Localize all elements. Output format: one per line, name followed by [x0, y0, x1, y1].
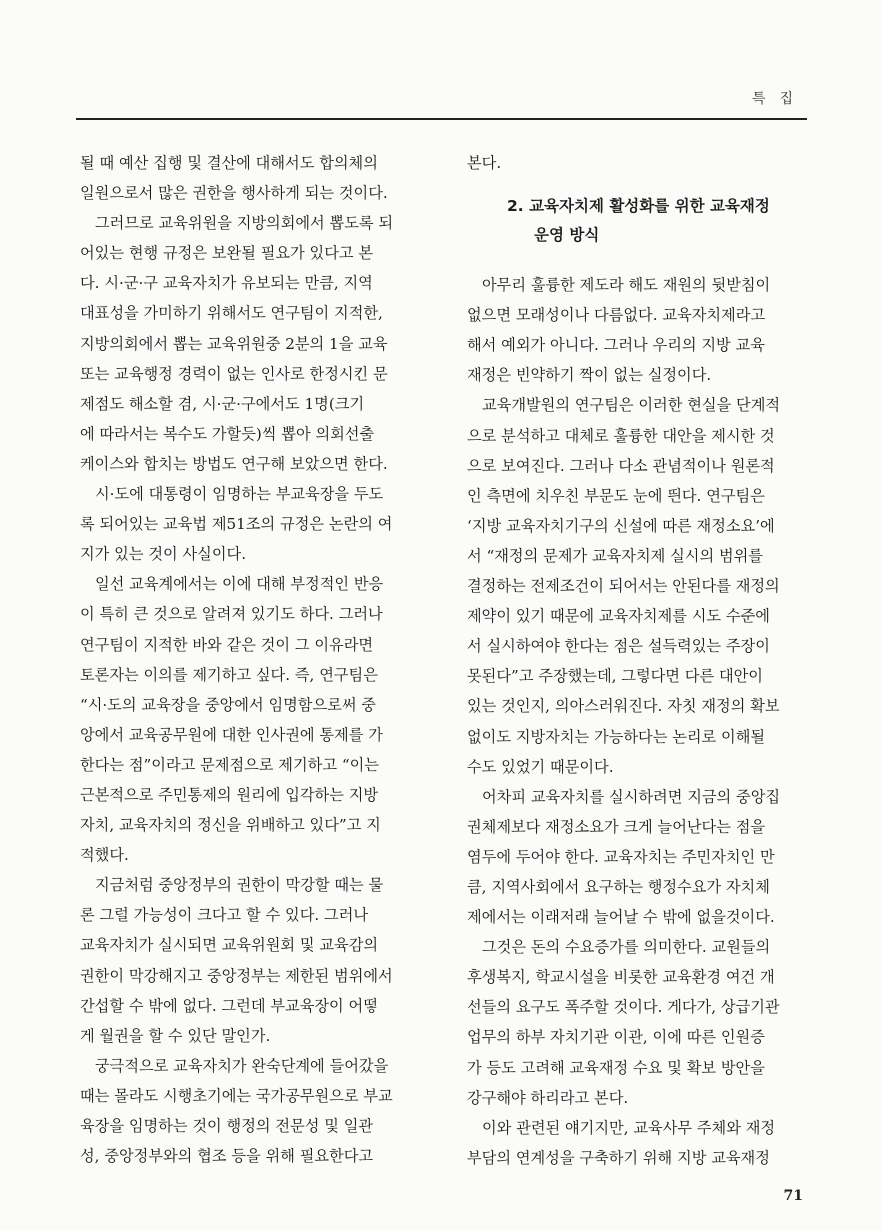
text-line: 근본적으로 주민통제의 원리에 입각하는 지방 — [80, 785, 379, 804]
text-line: 또는 교육행정 경력이 없는 인사로 한정시킨 문 — [80, 364, 388, 383]
text-line: 수도 있었기 때문이다. — [467, 757, 614, 776]
text-line: 어있는 현행 규정은 보완될 필요가 있다고 본 — [80, 244, 374, 263]
text-line: 이 특히 큰 것으로 알려져 있기도 하다. 그러나 — [80, 605, 383, 624]
text-line: 그것은 돈의 수요증가를 의미한다. 교원들의 — [482, 938, 771, 957]
section-header: 특집 — [751, 91, 807, 107]
text-line: 권체제보다 재정소요가 크게 늘어난다는 점을 — [467, 817, 766, 836]
text-line: 그러므로 교육위원을 지방의회에서 뽑도록 되 — [95, 214, 394, 233]
text-line: 대표성을 가미하기 위해서도 연구팀이 지적한, — [80, 304, 383, 323]
text-line: 때는 몰라도 시행초기에는 국가공무원으로 부교 — [80, 1086, 393, 1105]
text-line: 일원으로서 많은 권한을 행사하게 되는 것이다. — [80, 184, 388, 203]
text-line: 있는 것인지, 의아스러워진다. 자칫 재정의 확보 — [467, 697, 780, 716]
text-line: 토론자는 이의를 제기하고 싶다. 즉, 연구팀은 — [80, 665, 378, 684]
text-line: 이와 관련된 얘기지만, 교육사무 주체와 재정 — [482, 1118, 776, 1137]
text-line: 시·도에 대통령이 임명하는 부교육장을 두도 — [95, 485, 384, 504]
text-line: 결정하는 전제조건이 되어서는 안된다를 재정의 — [467, 577, 780, 596]
text-line: 연구팀이 지적한 바와 같은 것이 그 이유라면 — [80, 635, 374, 654]
text-line: 일선 교육계에서는 이에 대해 부정적인 반응 — [95, 575, 384, 594]
text-line: 해서 예외가 아니다. 그러나 우리의 지방 교육 — [467, 336, 765, 355]
text-line: 제점도 해소할 겸, 시·군·구에서도 1명(크기 — [80, 394, 365, 413]
text-line: 지가 있는 것이 사실이다. — [80, 545, 247, 564]
text-line: 성, 중앙정부와의 협조 등을 위해 필요한다고 — [80, 1147, 374, 1166]
text-line: 간섭할 수 밖에 없다. 그런데 부교육장이 어떻 — [80, 996, 378, 1015]
text-line: 권한이 막강해지고 중앙정부는 제한된 범위에서 — [80, 966, 393, 985]
left-column — [80, 148, 426, 1171]
text-line: 에 따라서는 복수도 가할듯)씩 뽑아 의회선출 — [80, 424, 375, 443]
text-line: 어차피 교육자치를 실시하려면 지금의 중앙집 — [482, 787, 781, 806]
text-line: 없이도 지방자치는 가능하다는 논리로 이해될 — [467, 727, 766, 746]
right-column — [467, 148, 813, 1173]
text-line: 으로 보여진다. 그러나 다소 관념적이나 원론적 — [467, 456, 775, 475]
text-line: 육장을 임명하는 것이 행정의 전문성 및 일관 — [80, 1117, 374, 1135]
text-line: 염두에 두어야 한다. 교육자치는 주민자치인 만 — [467, 847, 775, 866]
header-rule — [76, 118, 807, 120]
text-line: 없으면 모래성이나 다름없다. 교육자치제라고 — [467, 306, 766, 325]
text-line: 앙에서 교육공무원에 대한 인사권에 통제를 가 — [80, 725, 383, 744]
text-line: ‘지방 교육자치기구의 신설에 따른 재정소요’에 — [467, 516, 775, 535]
text-line: 교육개발원의 연구팀은 이러한 현실을 단계적 — [482, 396, 781, 415]
text-line: 한다는 점”이라고 문제점으로 제기하고 “이는 — [80, 755, 379, 774]
text-line: 업무의 하부 자치기관 이관, 이에 따른 인원증 — [467, 1028, 765, 1047]
text-line: 제에서는 이래저래 늘어날 수 밖에 없을것이다. — [467, 908, 775, 927]
text-line: 가 등도 고려해 교육재정 수요 및 확보 방안을 — [467, 1058, 765, 1077]
text-line: 될 때 예산 집행 및 결산에 대해서도 합의체의 — [80, 154, 378, 172]
text-line: 아무리 훌륭한 제도라 해도 재원의 뒷받침이 — [482, 276, 771, 295]
text-line: 지방의회에서 뽑는 교육위원중 2분의 1을 교육 — [80, 334, 388, 353]
text-line: 제약이 있기 때문에 교육자치제를 시도 수준에 — [467, 607, 770, 626]
text-line: 론 그럴 가능성이 크다고 할 수 있다. 그러나 — [80, 906, 369, 925]
text-line: 자치, 교육자치의 정신을 위배하고 있다”고 지 — [80, 816, 381, 835]
text-line: 으로 분석하고 대체로 훌륭한 대안을 제시한 것 — [467, 426, 775, 445]
text-line: 후생복지, 학교시설을 비롯한 교육환경 여건 개 — [467, 968, 775, 987]
text-line: 본다. — [467, 154, 502, 172]
text-line: 못된다”고 주장했는데, 그렇다면 다른 대안이 — [467, 667, 763, 686]
text-line: 큼, 지역사회에서 요구하는 행정수요가 자치체 — [467, 877, 770, 896]
text-line: 케이스와 합치는 방법도 연구해 보았으면 한다. — [80, 454, 388, 473]
text-line: 선들의 요구도 폭주할 것이다. 게다가, 상급기관 — [467, 998, 780, 1017]
text-line: 게 월권을 할 수 있단 말인가. — [80, 1026, 271, 1045]
text-line: 다. 시·군·구 교육자치가 유보되는 만큼, 지역 — [80, 274, 373, 293]
text-line: 교육자치가 실시되면 교육위원회 및 교육감의 — [80, 936, 379, 955]
text-line: 부담의 연계성을 구축하기 위해 지방 교육재정 — [467, 1148, 770, 1167]
text-line: 지금처럼 중앙정부의 권한이 막강할 때는 물 — [95, 876, 384, 895]
page-number: 71 — [783, 1188, 803, 1204]
text-line: 재정은 빈약하기 짝이 없는 실정이다. — [467, 366, 712, 385]
text-line: “시·도의 교육장을 중앙에서 임명함으로써 중 — [80, 695, 376, 714]
text-line: 록 되어있는 교육법 제51조의 규정은 논란의 여 — [80, 515, 393, 534]
text-line: 인 측면에 치우친 부문도 눈에 띈다. 연구팀은 — [467, 486, 765, 505]
text-line: 서 “재정의 문제가 교육자치제 실시의 범위를 — [467, 546, 763, 565]
text-line: 강구해야 하리라고 본다. — [467, 1088, 629, 1107]
text-line: 궁극적으로 교육자치가 완숙단계에 들어갔을 — [95, 1056, 389, 1075]
text-line: 적했다. — [80, 846, 129, 865]
section-heading: 2. 교육자치제 활성화를 위한 교육재정 — [507, 197, 770, 216]
section-heading-line2: 운영 방식 — [534, 226, 600, 245]
text-line: 서 실시하여야 한다는 점은 설득력있는 주장이 — [467, 637, 770, 656]
